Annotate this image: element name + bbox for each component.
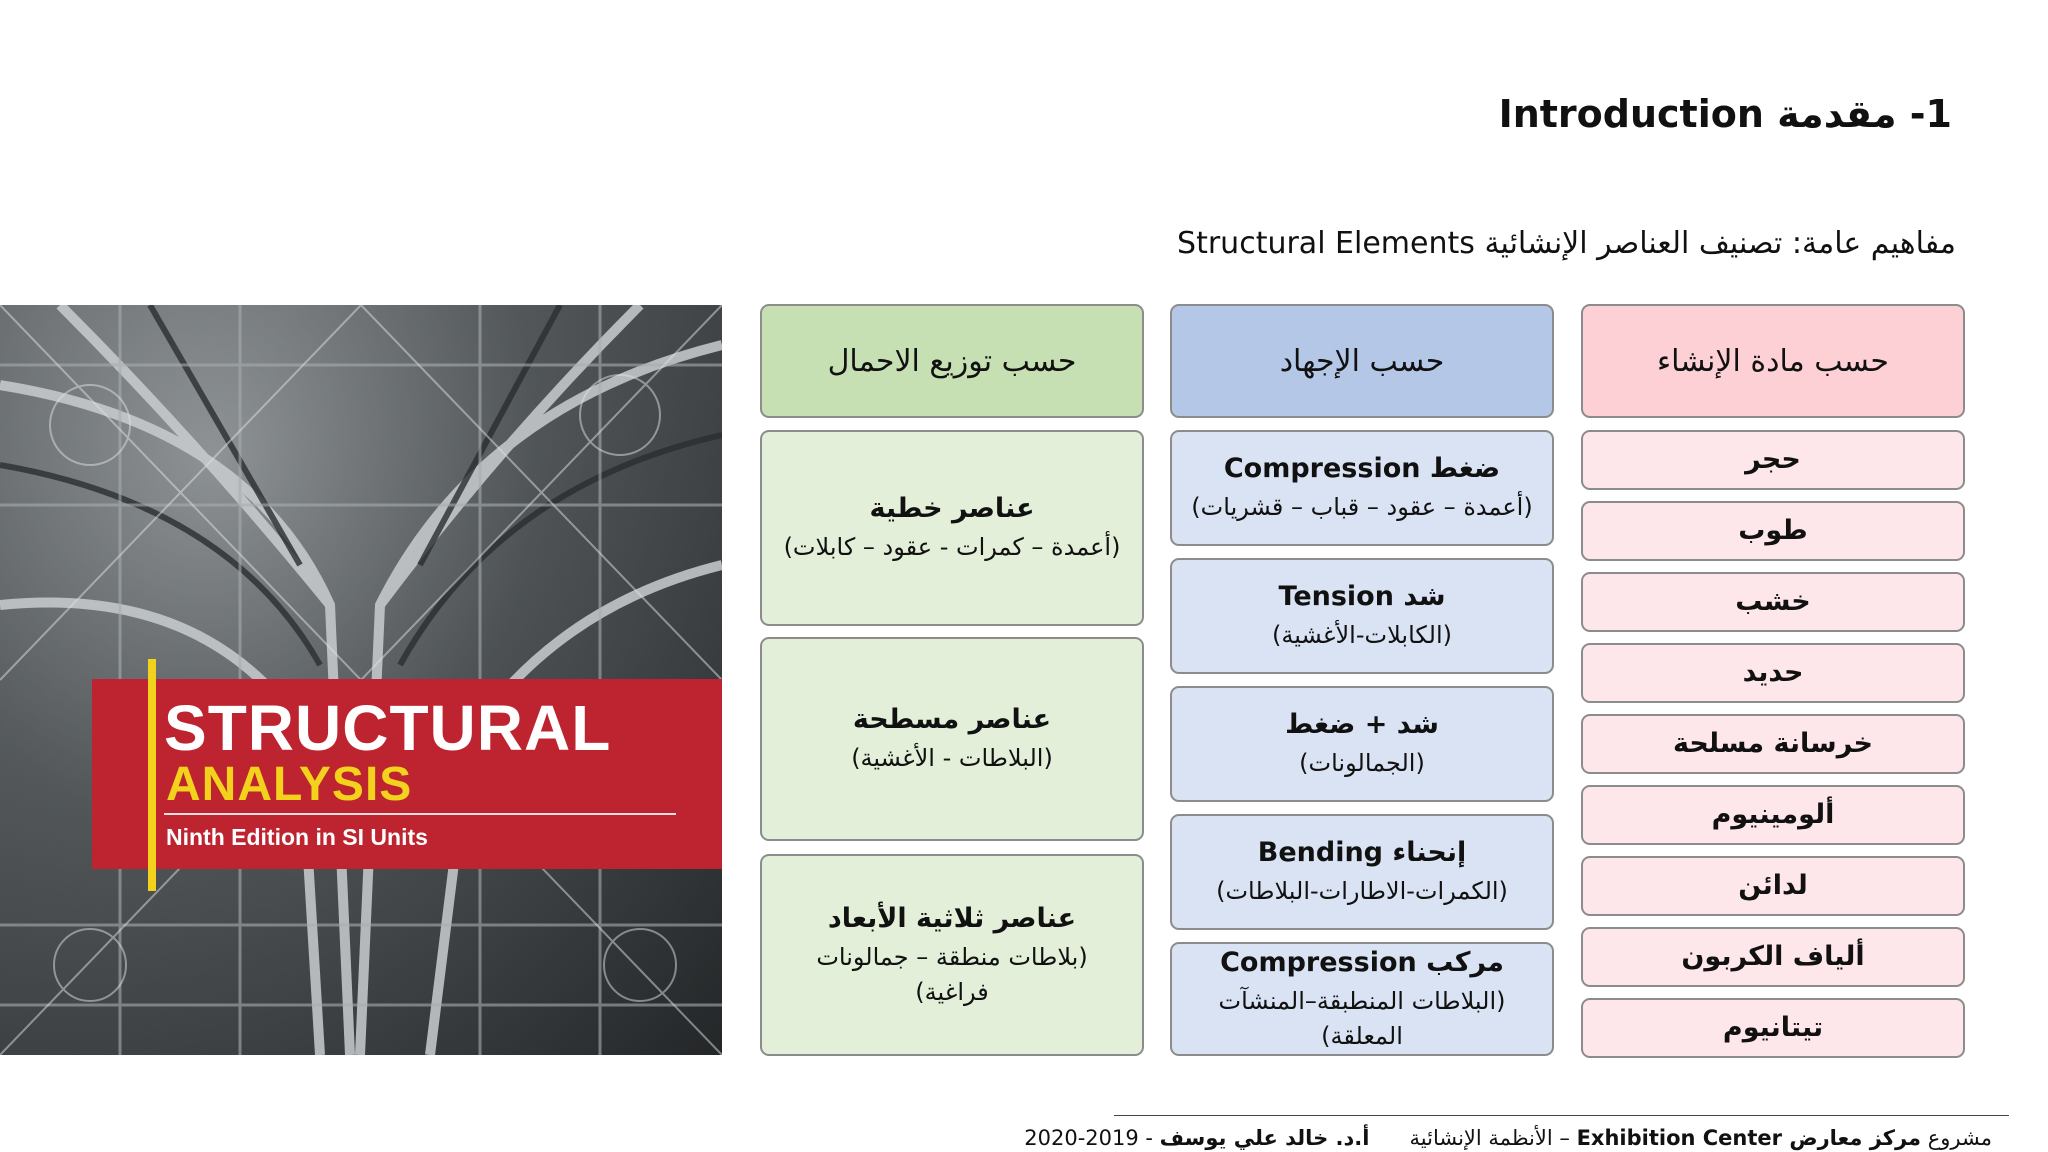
stress-header-label: حسب الإجهاد bbox=[1279, 343, 1445, 379]
stress-item-main: شد Tension bbox=[1278, 581, 1446, 613]
load-item-sub: (بلاطات منطقة – جمالونات فراغية) bbox=[816, 942, 1088, 1006]
material-item-label: ألومينيوم bbox=[1711, 799, 1835, 831]
material-item bbox=[1581, 785, 1965, 845]
footer-author: أ.د. خالد علي يوسف bbox=[1159, 1126, 1370, 1150]
stress-item-main: شد + ضغط bbox=[1285, 709, 1439, 741]
cover-subtitle: ANALYSIS bbox=[166, 758, 413, 811]
load-item-main: عناصر مسطحة bbox=[852, 704, 1052, 736]
footer-course: – الأنظمة الإنشائية bbox=[1409, 1126, 1570, 1150]
load-item-planar bbox=[760, 637, 1144, 841]
cover-title-banner bbox=[92, 679, 722, 869]
material-item-label: خشب bbox=[1735, 586, 1811, 618]
material-item bbox=[1581, 714, 1965, 774]
footer-project-prefix: مشروع bbox=[1927, 1126, 1992, 1150]
material-item bbox=[1581, 430, 1965, 490]
footer-years: - 2019-2020 bbox=[1024, 1126, 1153, 1150]
stress-item-main: ضغط Compression bbox=[1223, 453, 1501, 485]
footer-project-name: مركز معارض Exhibition Center bbox=[1576, 1126, 1922, 1150]
load-item-sub: (أعمدة – كمرات - عقود – كابلات) bbox=[783, 533, 1121, 562]
load-header-label: حسب توزيع الاحمال bbox=[827, 343, 1077, 379]
material-item bbox=[1581, 643, 1965, 703]
banner-accent-bar bbox=[148, 659, 156, 891]
load-item-3d bbox=[760, 854, 1144, 1056]
material-header-label: حسب مادة الإنشاء bbox=[1657, 343, 1889, 379]
stress-header bbox=[1170, 304, 1554, 418]
material-item bbox=[1581, 501, 1965, 561]
material-header bbox=[1581, 304, 1965, 418]
cover-divider bbox=[164, 813, 676, 815]
stress-item-sub: (الكابلات-الأغشية) bbox=[1272, 621, 1452, 650]
stress-item-tension bbox=[1170, 558, 1554, 674]
material-item-label: حديد bbox=[1742, 657, 1804, 689]
footer bbox=[1024, 1126, 1992, 1150]
stress-item-sub: (البلاطات المنطبقة–المنشآت المعلقة) bbox=[1218, 986, 1506, 1050]
stress-item-composite bbox=[1170, 942, 1554, 1056]
load-item-main: عناصر ثلاثية الأبعاد bbox=[827, 902, 1077, 934]
stress-item-compression bbox=[1170, 430, 1554, 546]
cover-title: STRUCTURAL bbox=[164, 692, 612, 764]
material-item-label: ألياف الكربون bbox=[1681, 941, 1865, 973]
stress-item-main: مركب Compression bbox=[1220, 946, 1504, 978]
material-item-label: تيتانيوم bbox=[1722, 1012, 1824, 1044]
cover-edition: Ninth Edition in SI Units bbox=[166, 824, 428, 850]
stress-item-sub: (الجمالونات) bbox=[1299, 749, 1425, 778]
material-item bbox=[1581, 927, 1965, 987]
material-item-label: لدائن bbox=[1738, 870, 1808, 902]
stress-item-sub: (أعمدة – عقود – قباب – قشريات) bbox=[1191, 493, 1533, 522]
footer-divider bbox=[1114, 1115, 2009, 1116]
material-item bbox=[1581, 856, 1965, 916]
book-cover-image bbox=[0, 305, 722, 1055]
stress-item-bending bbox=[1170, 814, 1554, 930]
material-item bbox=[1581, 998, 1965, 1058]
load-item-sub: (البلاطات - الأغشية) bbox=[851, 744, 1053, 773]
stress-item-sub: (الكمرات-الاطارات-البلاطات) bbox=[1216, 877, 1508, 906]
slide-subtitle: مفاهيم عامة: تصنيف العناصر الإنشائية Structural Elements bbox=[1177, 226, 1956, 261]
stress-item-main: إنحناء Bending bbox=[1257, 837, 1467, 869]
material-item-label: خرسانة مسلحة bbox=[1673, 728, 1873, 760]
load-header bbox=[760, 304, 1144, 418]
stress-item-tension-compression bbox=[1170, 686, 1554, 802]
material-item bbox=[1581, 572, 1965, 632]
load-item-main: عناصر خطية bbox=[869, 493, 1035, 525]
load-item-linear bbox=[760, 430, 1144, 626]
material-item-label: حجر bbox=[1745, 444, 1801, 476]
material-item-label: طوب bbox=[1738, 515, 1808, 547]
slide-title: 1- مقدمة Introduction bbox=[1498, 92, 1952, 136]
